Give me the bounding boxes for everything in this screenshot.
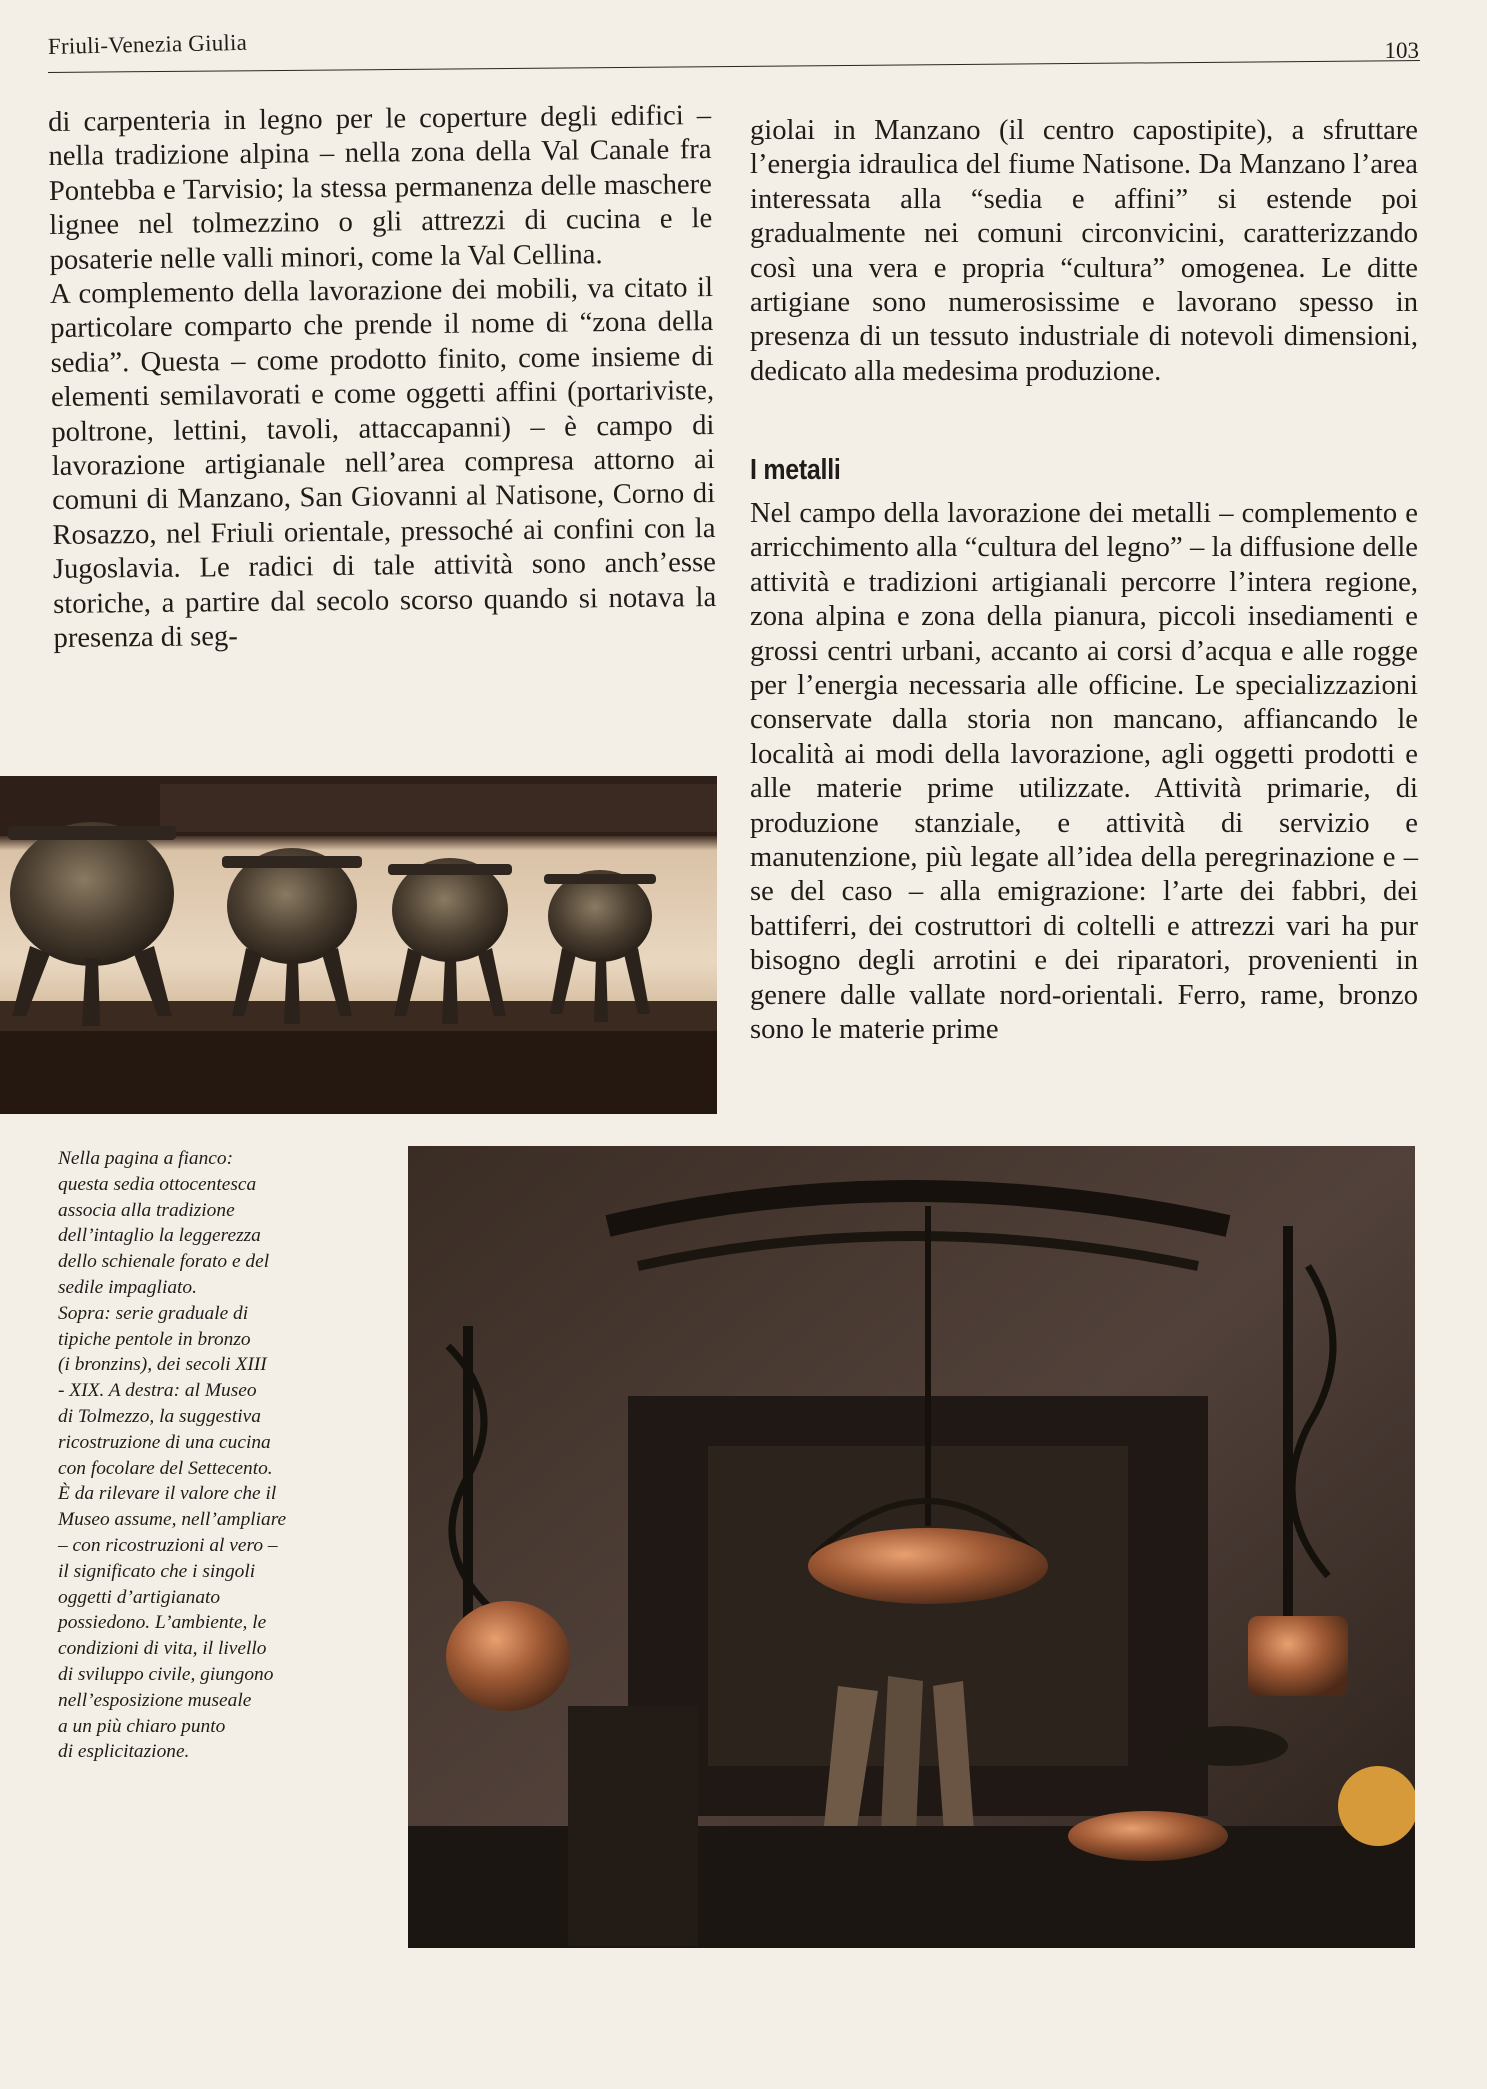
- caption-line: di sviluppo civile, giungono: [58, 1663, 274, 1685]
- right-paragraph-2: Nel campo della lavorazione dei metalli – complemento e arricchimento alla “cultura del legno” – la diffusione delle attività e tradizioni artigianali percorre l’intera regione, zona alpina e zona della pianura, piccoli insediamenti e grossi centri urbani, accanto ai corsi d’acqua e alle rogge per l’energia necessaria alle officine. Le specializzazioni conservate dalla storia non mancano, affiancando le località ai modi della lavorazione, agli oggetti prodotti e alle materie prime utilizzate. Attività primarie, di produzione stanziale, e attività di servizio e manutenzione, più legate all’idea della peregrinazione e – se del caso – alla emigrazione: l’arte dei fabbri, dei battiferri, dei costruttori di coltelli e attrezzi vari ha pur bisogno degli arrotini e dei riparatori, provenienti in genere dalle vallate nord-orientali. Ferro, rame, bronzo sono le materie prime: [750, 498, 1418, 1046]
- running-title: Friuli-Venezia Giulia: [47, 29, 248, 59]
- caption-line: oggetti d’artigianato: [58, 1586, 221, 1608]
- caption-line: associa alla tradizione: [58, 1199, 235, 1221]
- pot-4: [544, 870, 656, 1022]
- pot-1: [8, 822, 176, 1026]
- right-text-column-top: [750, 114, 1418, 389]
- right-paragraph-1: giolai in Manzano (il centro capostipite), a sfruttare l’energia idraulica del fiume Natisone. Da Manzano l’area interessata alla “sedia e affini” si estende poi gradualmente nei comuni circonvicini, caratterizzando così una vera e propria “cultura” omogenea. Le ditte artigiane sono numerosissime e lavorano spesso in presenza di un tessuto industriale di notevoli dimensioni, dedicato alla medesima produzione.: [750, 115, 1418, 387]
- pot-2: [222, 848, 362, 1024]
- kitchen-hearth-illustration: [408, 1146, 1415, 1948]
- caption-line: dell’intaglio la leggerezza: [58, 1225, 261, 1247]
- caption-line: condizioni di vita, il livello: [58, 1638, 267, 1660]
- caption-line: Nella pagina a fianco:: [58, 1148, 234, 1169]
- caption-line: ricostruzione di una cucina: [58, 1431, 271, 1453]
- caption-line: (i bronzins), dei secoli XIII: [58, 1354, 267, 1376]
- bronze-pots-illustration: [0, 776, 717, 1114]
- kitchen-hearth-photo: [408, 1146, 1415, 1948]
- photo-caption: [58, 1146, 368, 1765]
- caption-line: Museo assume, nell’ampliare: [58, 1509, 287, 1531]
- caption-line: questa sedia ottocentesca: [58, 1173, 257, 1195]
- caption-line: È da rilevare il valore che il: [58, 1483, 277, 1505]
- caption-line: – con ricostruzioni al vero –: [58, 1534, 278, 1556]
- bronze-pots-photo: [0, 776, 717, 1114]
- caption-line: con focolare del Settecento.: [58, 1457, 273, 1479]
- left-paragraph-2: A complemento della lavorazione dei mobili, va citato il particolare comparto che prende il nome di “zona della sedia”. Questa – come prodotto finito, come insieme di elementi semilavorati e come oggetti affini (portariviste, poltrone, lettini, tavoli, attaccapanni) – è campo di lavorazione artigianale nell’area compresa attorno ai comuni di Manzano, San Giovanni al Natisone, Corno di Rosazzo, nel Friuli orientale, pressoché ai confini con la Jugoslavia. Le radici di tale attività sono anch’esse storiche, a partire dal secolo scorso quando si notava la presenza di seg-: [49, 272, 717, 655]
- caption-line: a un più chiaro punto: [58, 1715, 226, 1737]
- section-heading-metalli: I metalli: [750, 454, 841, 486]
- right-text-column-bottom: [750, 493, 1418, 1048]
- left-text-column: [48, 99, 717, 656]
- caption-line: nell’esposizione museale: [58, 1689, 252, 1711]
- pot-3: [388, 858, 512, 1024]
- caption-line: possiedono. L’ambiente, le: [58, 1612, 267, 1634]
- caption-line: Sopra: serie graduale di: [58, 1302, 249, 1324]
- caption-line: il significato che i singoli: [58, 1560, 256, 1582]
- caption-line: di Tolmezzo, la suggestiva: [58, 1405, 261, 1427]
- caption-line: - XIX. A destra: al Museo: [58, 1380, 257, 1402]
- caption-line: di esplicitazione.: [58, 1741, 190, 1763]
- page-number: 103: [1384, 38, 1419, 63]
- caption-line: dello schienale forato e del: [58, 1251, 270, 1273]
- caption-line: tipiche pentole in bronzo: [58, 1328, 251, 1350]
- left-paragraph-1: di carpenteria in legno per le coperture degli edifici – nella tradizione alpina – nella zona della Val Canale fra Pontebba e Tarvisio; la stessa permanenza delle maschere lignee nel tolmezzino o gli attrezzi di cucina e le posaterie nelle valli minori, come la Val Cellina.: [48, 100, 713, 276]
- caption-line: sedile impagliato.: [58, 1276, 197, 1298]
- header-rule: [48, 60, 1420, 73]
